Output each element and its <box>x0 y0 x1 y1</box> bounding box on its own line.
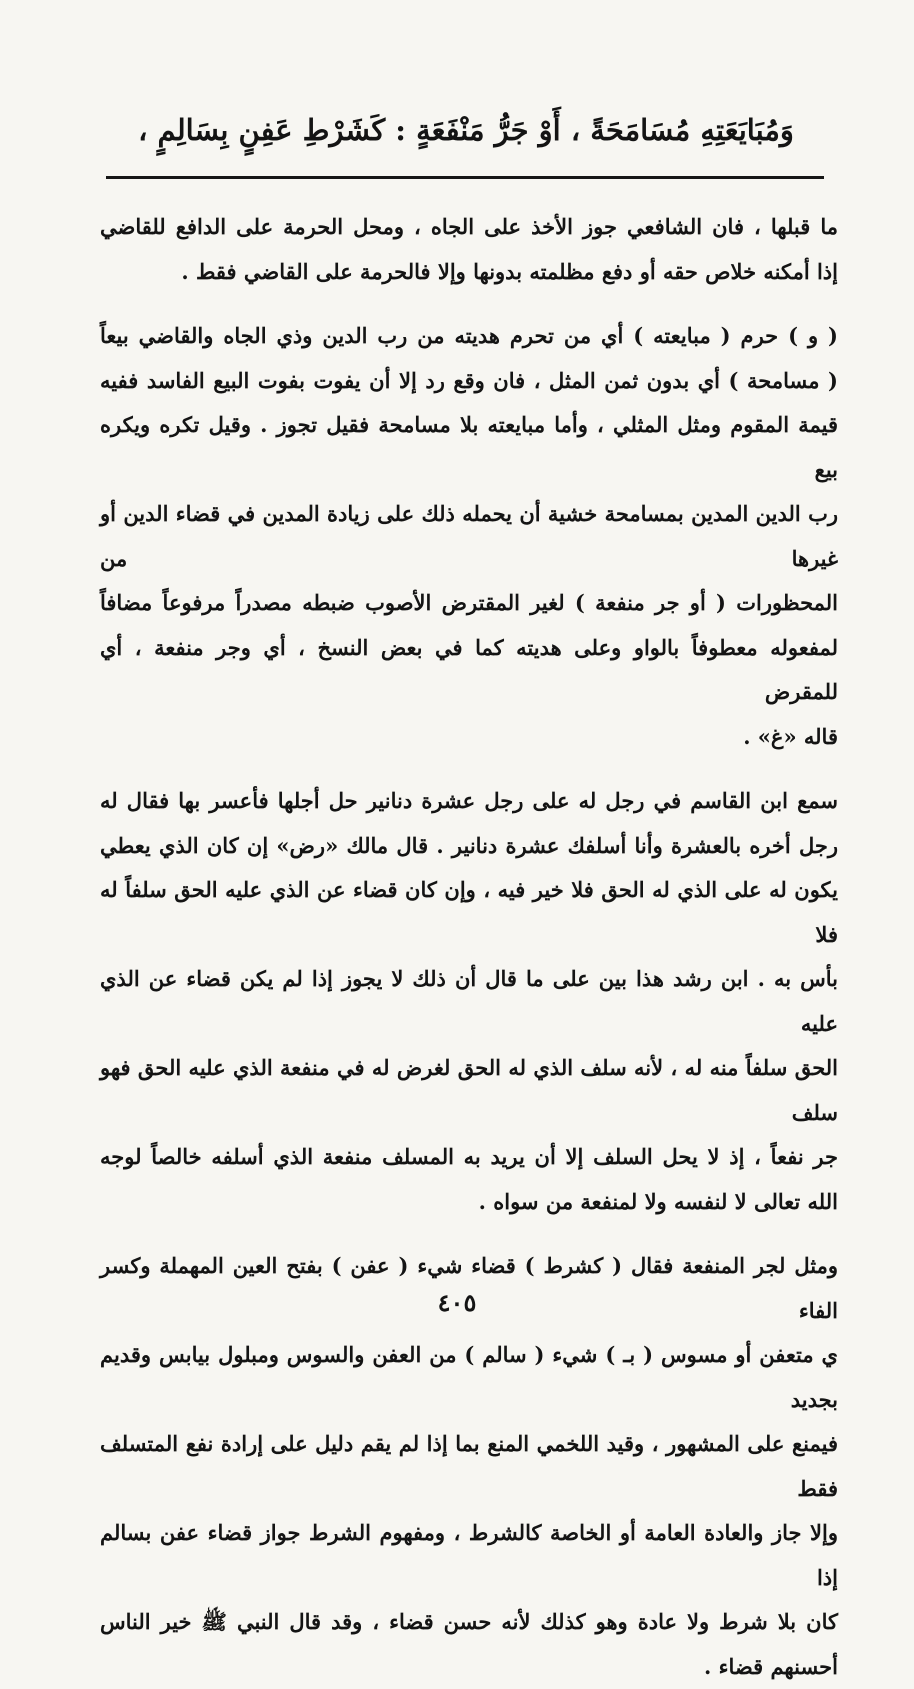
paragraph-3 <box>100 779 838 1224</box>
commentary-body <box>100 205 838 1689</box>
page-number: ٤٠٥ <box>0 1288 914 1317</box>
text-line: كان بلا شرط ولا عادة وهو كذلك لأنه حسن قضاء ، وقد قال النبي ﷺ خير الناس <box>100 1600 838 1645</box>
text-line: أحسنهم قضاء . <box>100 1645 838 1689</box>
text-line: رجل أخره بالعشرة وأنا أسلفك عشرة دنانير . قال مالك «رض» إن كان الذي يعطي <box>100 824 838 869</box>
text-line: جر نفعاً ، إذ لا يحل السلف إلا أن يريد به المسلف منفعة الذي أسلفه خالصاً لوجه <box>100 1135 838 1180</box>
paragraph-1 <box>100 205 838 294</box>
text-line: بأس به . ابن رشد هذا بين على ما قال أن ذلك لا يجوز إذا لم يكن قضاء عن الذي عليه <box>100 957 838 1046</box>
text-line: رب الدين المدين بمسامحة خشية أن يحمله ذلك على زيادة المدين في قضاء الدين أو غيرها من <box>100 492 838 581</box>
text-line: وإلا جاز والعادة العامة أو الخاصة كالشرط ، ومفهوم الشرط جواز قضاء عفن بسالم إذا <box>100 1511 838 1600</box>
text-line: قاله «غ» . <box>100 715 838 760</box>
verse-header: وَمُبَايَعَتِهِ مُسَامَحَةً ، أَوْ جَرُّ مَنْفَعَةٍ : كَشَرْطِ عَفِنٍ بِسَالِمٍ ، <box>110 100 822 160</box>
text-line: ( و ) حرم ( مبايعته ) أي من تحرم هديته من رب الدين وذي الجاه والقاضي بيعاً <box>100 314 838 359</box>
text-line: لمفعوله معطوفاً بالواو وعلى هديته كما في بعض النسخ ، أي وجر منفعة ، أي للمقرض <box>100 626 838 715</box>
text-line: سمع ابن القاسم في رجل له على رجل عشرة دنانير حل أجلها فأعسر بها فقال له <box>100 779 838 824</box>
text-line: إذا أمكنه خلاص حقه أو دفع مظلمته بدونها وإلا فالحرمة على القاضي فقط . <box>100 250 838 295</box>
text-line: ومثل لجر المنفعة فقال ( كشرط ) قضاء شيء ( عفن ) بفتح العين المهملة وكسر الفاء <box>100 1244 838 1333</box>
text-line: فيمنع على المشهور ، وقيد اللخمي المنع بما إذا لم يقم دليل على إرادة نفع المتسلف فقط <box>100 1422 838 1511</box>
text-line: يكون له على الذي له الحق فلا خير فيه ، وإن كان قضاء عن الذي عليه الحق سلفاً له فلا <box>100 868 838 957</box>
text-line: ي متعفن أو مسوس ( بـ ) شيء ( سالم ) من العفن والسوس ومبلول بيابس وقديم بجديد <box>100 1333 838 1422</box>
header-rule <box>106 176 824 179</box>
text-line: الحق سلفاً منه له ، لأنه سلف الذي له الحق لغرض له في منفعة الذي عليه الحق فهو سلف <box>100 1046 838 1135</box>
text-line: ما قبلها ، فان الشافعي جوز الأخذ على الجاه ، ومحل الحرمة على الدافع للقاضي <box>100 205 838 250</box>
text-line: ( مسامحة ) أي بدون ثمن المثل ، فان وقع رد إلا أن يفوت بفوت البيع الفاسد ففيه <box>100 359 838 404</box>
paragraph-2 <box>100 314 838 759</box>
text-line: المحظورات ( أو جر منفعة ) لغير المقترض الأصوب ضبطه مصدراً مرفوعاً مضافاً <box>100 581 838 626</box>
text-line: الله تعالى لا لنفسه ولا لمنفعة من سواه . <box>100 1180 838 1225</box>
text-line: قيمة المقوم ومثل المثلي ، وأما مبايعته بلا مسامحة فقيل تجوز . وقيل تكره ويكره بيع <box>100 403 838 492</box>
